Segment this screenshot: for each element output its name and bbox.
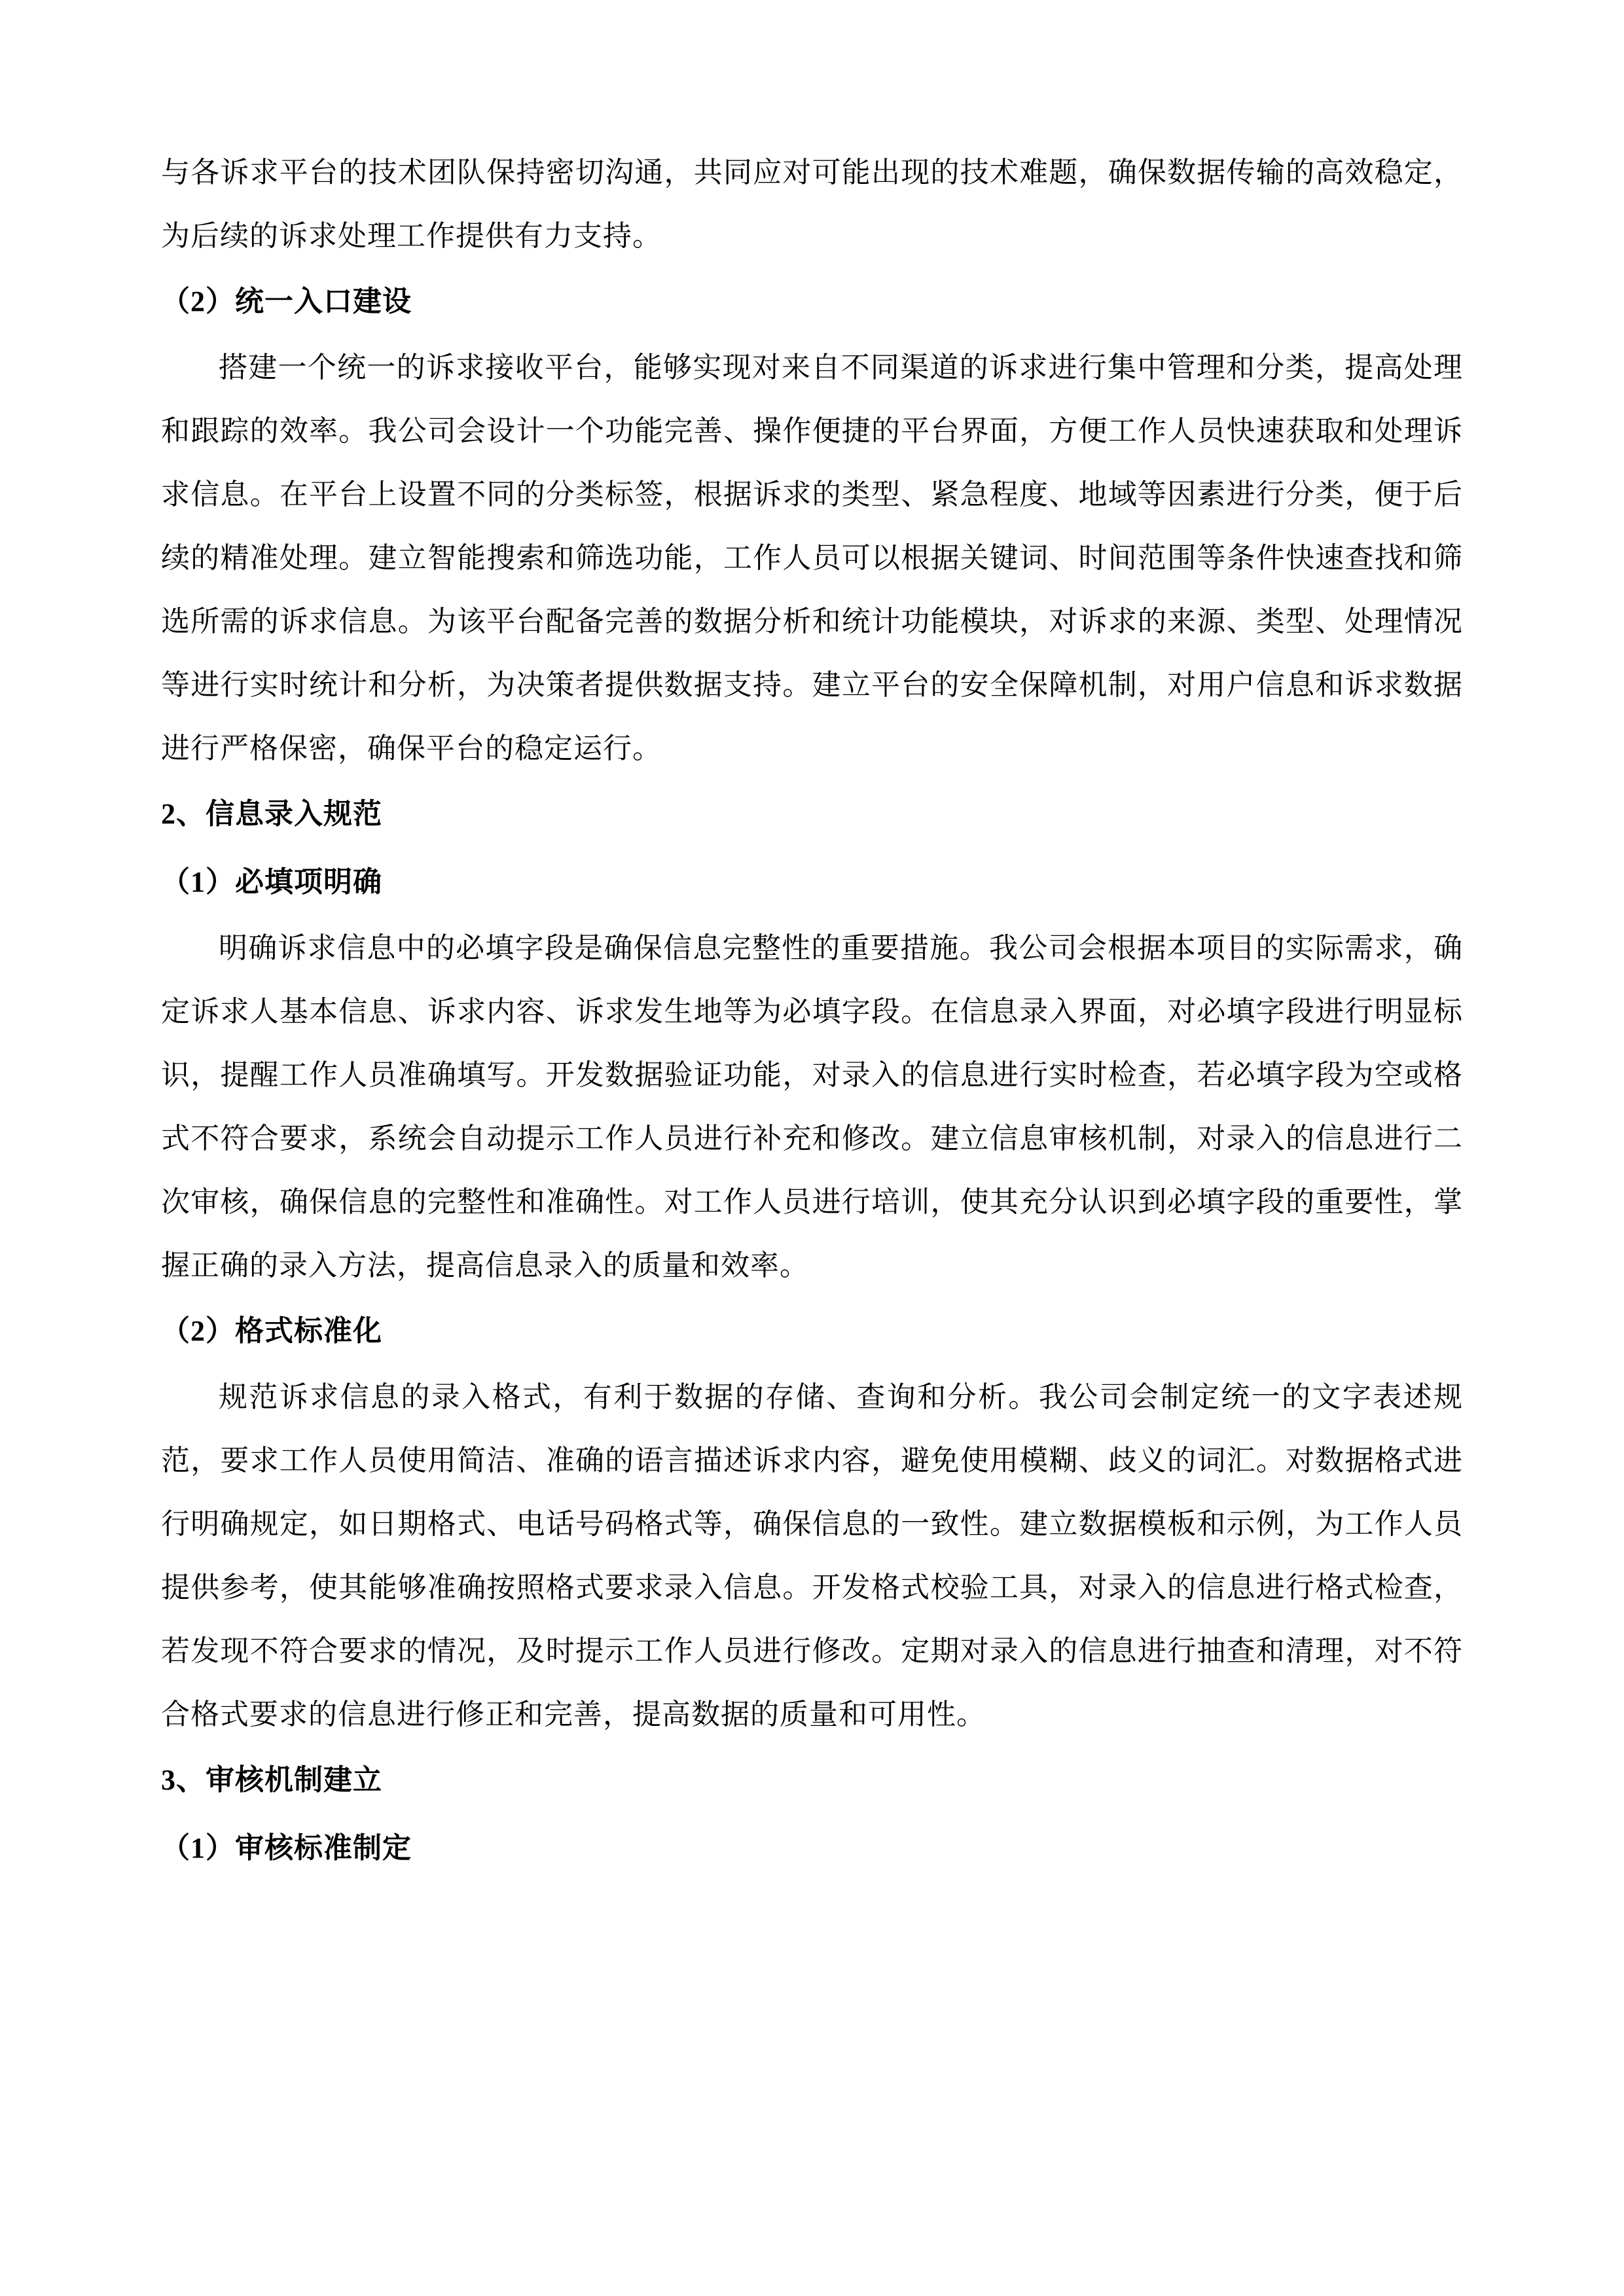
section-heading: （1）必填项明确 bbox=[161, 866, 382, 898]
section-heading: 2、信息录入规范 bbox=[161, 798, 382, 830]
section-heading: 3、审核机制建立 bbox=[161, 1764, 382, 1796]
body-paragraph: 与各诉求平台的技术团队保持密切沟通，共同应对可能出现的技术难题，确保数据传输的高效稳定，为后续的诉求处理工作提供有力支持。 bbox=[161, 156, 1463, 252]
section-heading: （1）审核标准制定 bbox=[161, 1832, 412, 1864]
section-heading: （2）统一入口建设 bbox=[161, 285, 412, 317]
section-heading: （2）格式标准化 bbox=[161, 1315, 382, 1347]
body-paragraph: 明确诉求信息中的必填字段是确保信息完整性的重要措施。我公司会根据本项目的实际需求，确定诉求人基本信息、诉求内容、诉求发生地等为必填字段。在信息录入界面，对必填字段进行明显标识，提醒工作人员准确填写。开发数据验证功能，对录入的信息进行实时检查，若必填字段为空或格式不符合要求，系统会自动提示工作人员进行补充和修改。建立信息审核机制，对录入的信息进行二次审核，确保信息的完整性和准确性。对工作人员进行培训，使其充分认识到必填字段的重要性，掌握正确的录入方法，提高信息录入的质量和效率。 bbox=[161, 932, 1463, 1282]
body-paragraph: 搭建一个统一的诉求接收平台，能够实现对来自不同渠道的诉求进行集中管理和分类，提高处理和跟踪的效率。我公司会设计一个功能完善、操作便捷的平台界面，方便工作人员快速获取和处理诉求信息。在平台上设置不同的分类标签，根据诉求的类型、紧急程度、地域等因素进行分类，便于后续的精准处理。建立智能搜索和筛选功能，工作人员可以根据关键词、时间范围等条件快速查找和筛选所需的诉求信息。为该平台配备完善的数据分析和统计功能模块，对诉求的来源、类型、处理情况等进行实时统计和分析，为决策者提供数据支持。建立平台的安全保障机制，对用户信息和诉求数据进行严格保密，确保平台的稳定运行。 bbox=[161, 351, 1463, 764]
body-paragraph: 规范诉求信息的录入格式，有利于数据的存储、查询和分析。我公司会制定统一的文字表述规范，要求工作人员使用简洁、准确的语言描述诉求内容，避免使用模糊、歧义的词汇。对数据格式进行明确规定，如日期格式、电话号码格式等，确保信息的一致性。建立数据模板和示例，为工作人员提供参考，使其能够准确按照格式要求录入信息。开发格式校验工具，对录入的信息进行格式检查，若发现不符合要求的情况，及时提示工作人员进行修改。定期对录入的信息进行抽查和清理，对不符合格式要求的信息进行修正和完善，提高数据的质量和可用性。 bbox=[161, 1381, 1463, 1731]
document-body bbox=[161, 141, 1463, 1882]
